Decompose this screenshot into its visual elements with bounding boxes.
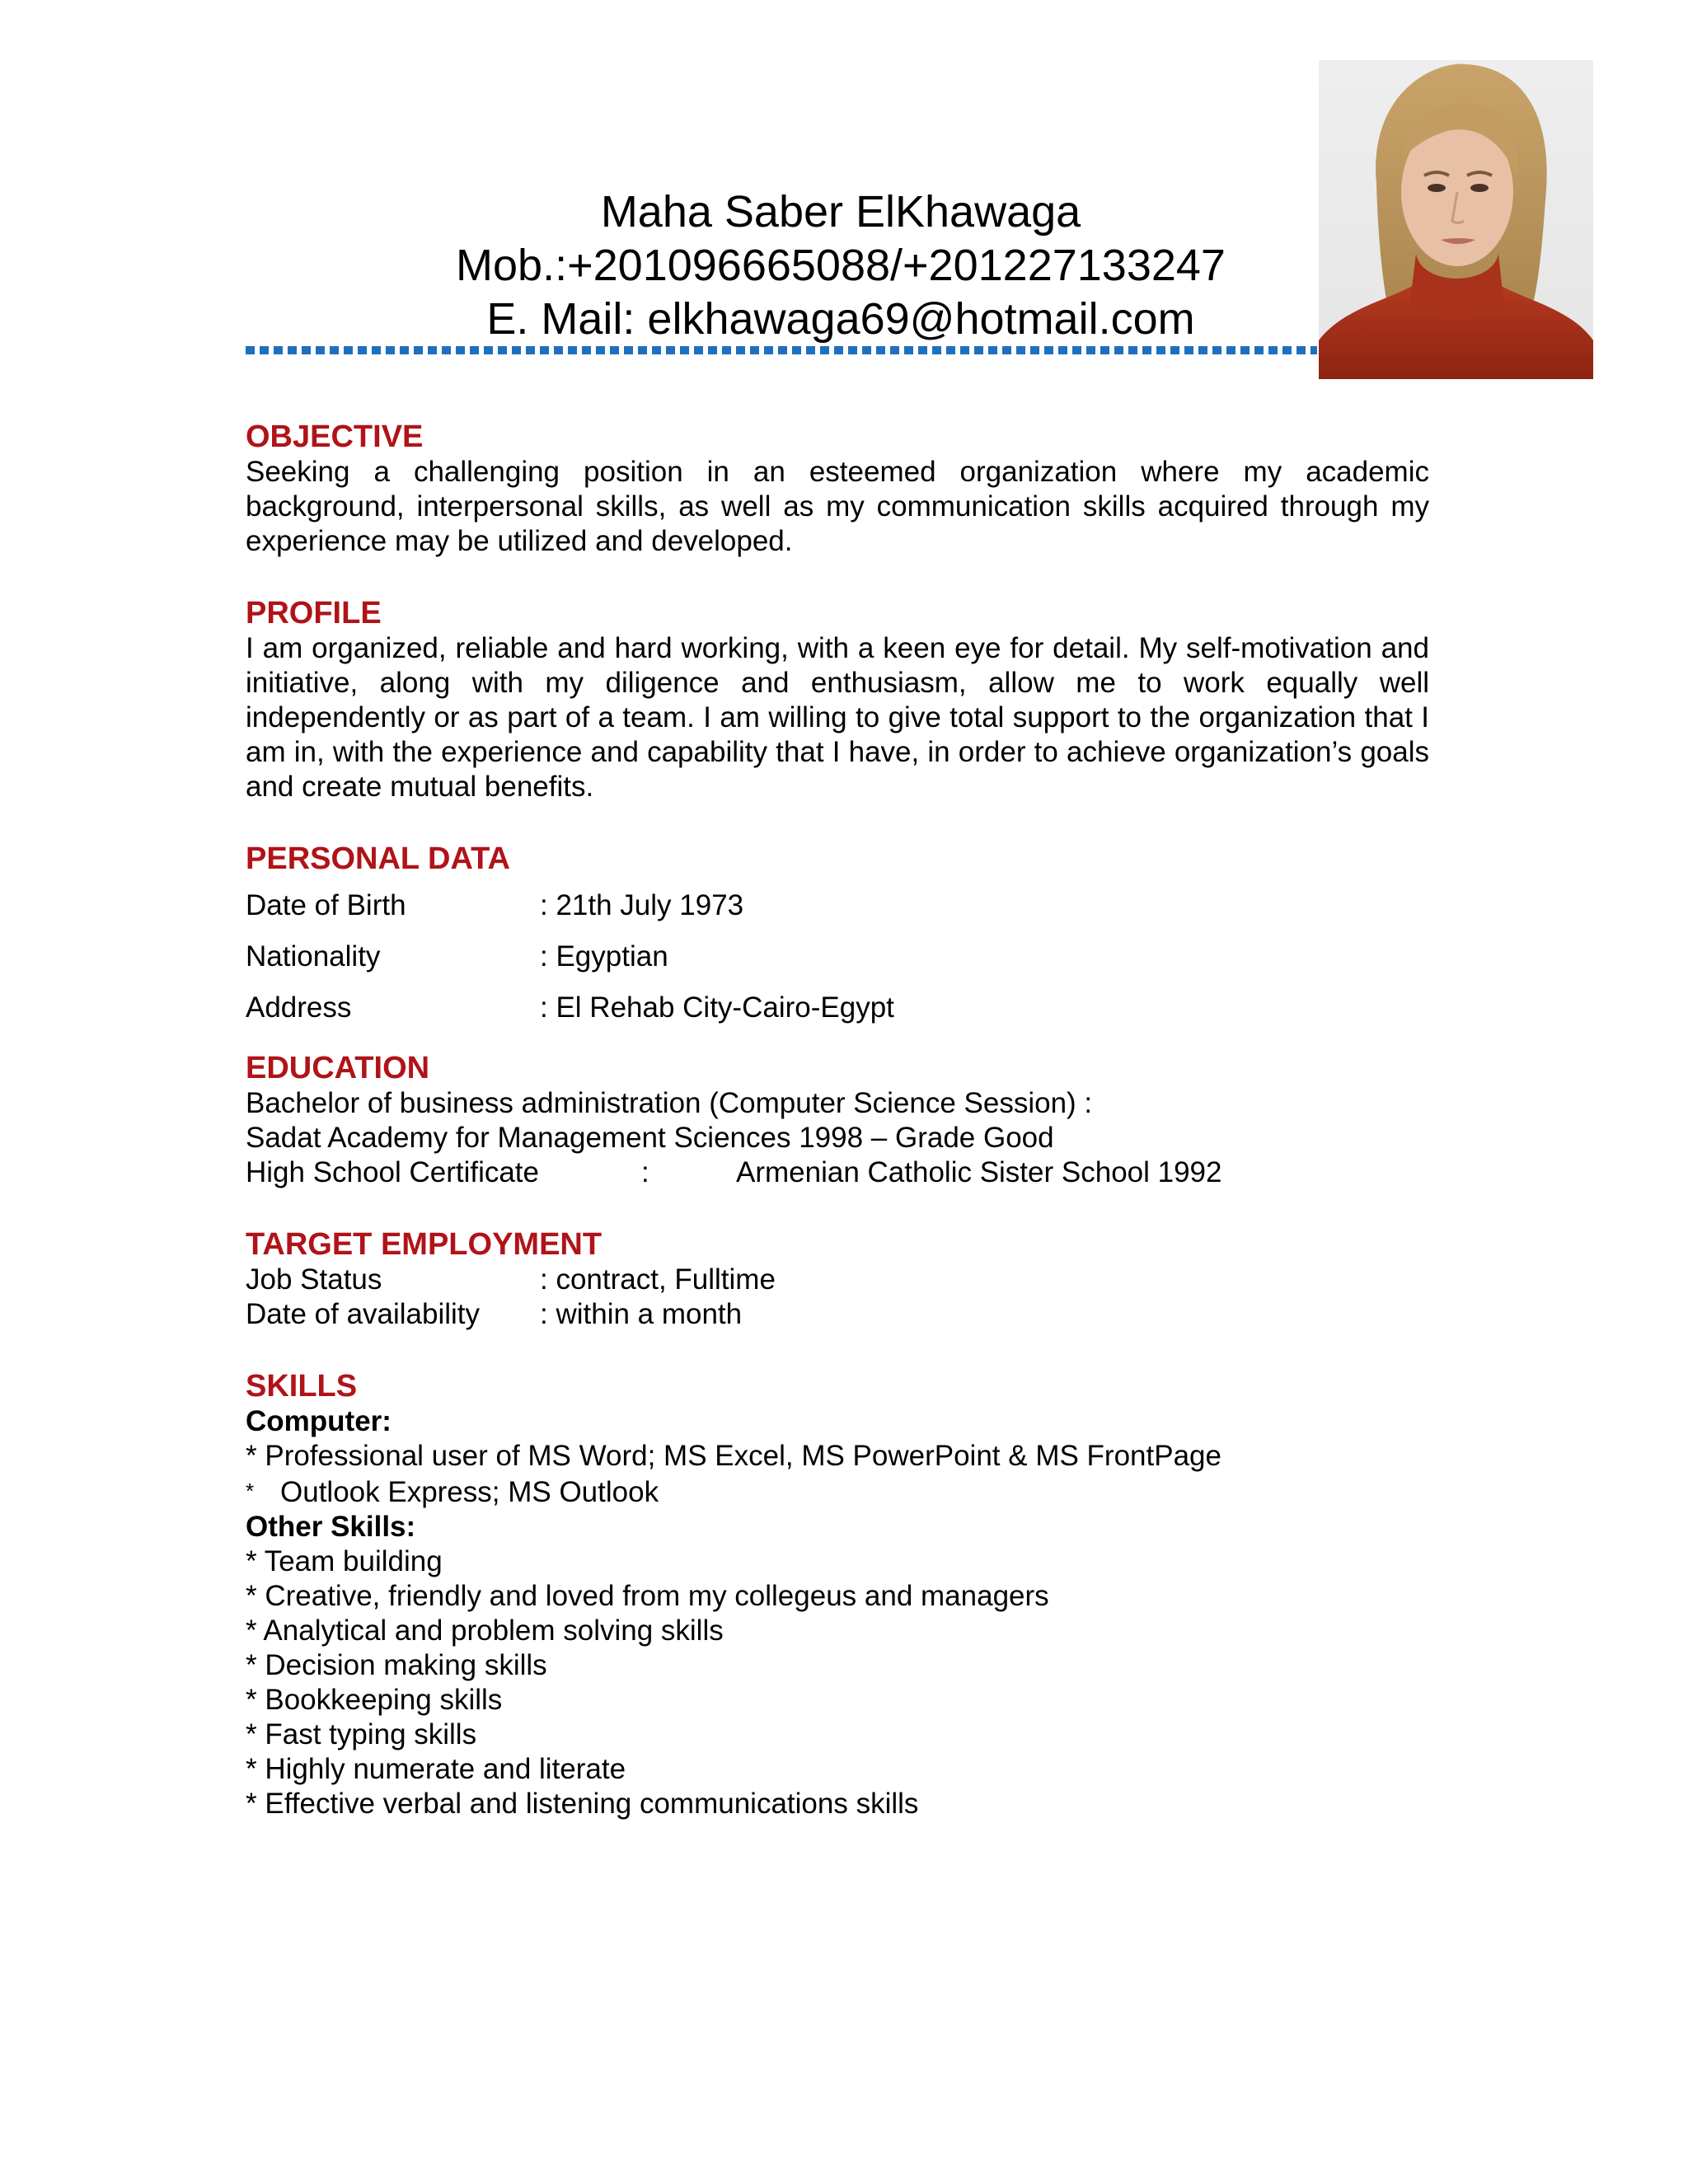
education-degree: Bachelor of business administration (Computer Science Session) : — [246, 1087, 1093, 1119]
section-title-objective: OBJECTIVE — [246, 419, 424, 454]
target-row-availability — [246, 1297, 1429, 1332]
resume-body — [246, 419, 1429, 1821]
candidate-name: Maha Saber ElKhawaga — [600, 187, 1081, 237]
skills-section — [246, 1368, 1429, 1821]
other-skill-item: * Decision making skills — [246, 1649, 547, 1681]
other-skill-item: * Bookkeeping skills — [246, 1684, 503, 1716]
personal-data-list — [246, 888, 1429, 1025]
target-label: Date of availability — [246, 1298, 481, 1330]
section-title-profile: PROFILE — [246, 596, 382, 630]
target-row-job-status — [246, 1263, 1429, 1297]
bullet-star-icon: * — [246, 1479, 255, 1503]
computer-skill-item: * Professional user of MS Word; MS Excel, MS PowerPoint & MS FrontPage — [246, 1440, 1221, 1472]
resume-header — [247, 185, 1434, 346]
profile-text: I am organized, reliable and hard working, with a keen eye for detail. My self-motivation and initiative, along with my diligence and enthusiasm, allow me to work equally well independently or as part of a team. I am willing to give total support to the organization that I am in, with the experience and capability that I have, in order to achieve organization’s goals and create mutual benefits. — [246, 632, 1429, 803]
portrait-illustration — [1319, 60, 1593, 379]
high-school-value: Armenian Catholic Sister School 1992 — [736, 1156, 1222, 1188]
portrait-photo — [1319, 60, 1593, 379]
header-divider — [246, 346, 1317, 354]
objective-section — [246, 419, 1429, 559]
high-school-colon: : — [641, 1156, 649, 1188]
other-skill-item: * Team building — [246, 1545, 443, 1577]
spacer — [246, 1190, 1429, 1226]
target-employment-section — [246, 1226, 1429, 1332]
personal-label: Address — [246, 991, 352, 1024]
education-high-school — [246, 1155, 1429, 1190]
high-school-label: High School Certificate — [246, 1156, 539, 1188]
other-skill-item: * Fast typing skills — [246, 1718, 477, 1750]
personal-row-birth — [246, 888, 1429, 923]
computer-skill-text: Outlook Express; MS Outlook — [280, 1476, 659, 1508]
other-skills-label: Other Skills: — [246, 1511, 416, 1543]
section-title-skills: SKILLS — [246, 1369, 358, 1404]
other-skill-item: * Highly numerate and literate — [246, 1753, 626, 1785]
education-section — [246, 1050, 1429, 1190]
personal-label: Nationality — [246, 940, 381, 972]
personal-row-address — [246, 991, 1429, 1025]
objective-text: Seeking a challenging position in an esteemed organization where my academic background, interpersonal skills, as well as my communication skills acquired through my experience may be utilized and developed. — [246, 456, 1429, 557]
personal-data-section — [246, 841, 1429, 1025]
section-title-personal-data: PERSONAL DATA — [246, 841, 510, 876]
spacer — [246, 559, 1429, 595]
spacer — [246, 1332, 1429, 1368]
target-value: : contract, Fulltime — [540, 1263, 776, 1296]
email-address: E. Mail: elkhawaga69@hotmail.com — [486, 294, 1195, 344]
computer-skills-label: Computer: — [246, 1405, 392, 1437]
personal-value: : El Rehab City-Cairo-Egypt — [540, 991, 894, 1024]
personal-value: : 21th July 1973 — [540, 889, 744, 921]
spacer — [246, 804, 1429, 841]
mobile-numbers: Mob.:+201096665088/+201227133247 — [456, 241, 1226, 290]
profile-section — [246, 595, 1429, 804]
other-skill-item: * Creative, friendly and loved from my collegeus and managers — [246, 1580, 1049, 1612]
other-skill-item: * Analytical and problem solving skills — [246, 1615, 724, 1647]
target-value: : within a month — [540, 1298, 743, 1330]
section-title-education: EDUCATION — [246, 1051, 430, 1085]
other-skill-item: * Effective verbal and listening communications skills — [246, 1788, 919, 1820]
personal-label: Date of Birth — [246, 889, 406, 921]
education-institution: Sadat Academy for Management Sciences 1998 – Grade Good — [246, 1122, 1054, 1154]
target-label: Job Status — [246, 1263, 382, 1296]
computer-skill-item — [246, 1474, 1429, 1510]
personal-row-nationality — [246, 940, 1429, 974]
spacer — [246, 1042, 1429, 1050]
personal-value: : Egyptian — [540, 940, 668, 972]
section-title-target-employment: TARGET EMPLOYMENT — [246, 1227, 603, 1262]
